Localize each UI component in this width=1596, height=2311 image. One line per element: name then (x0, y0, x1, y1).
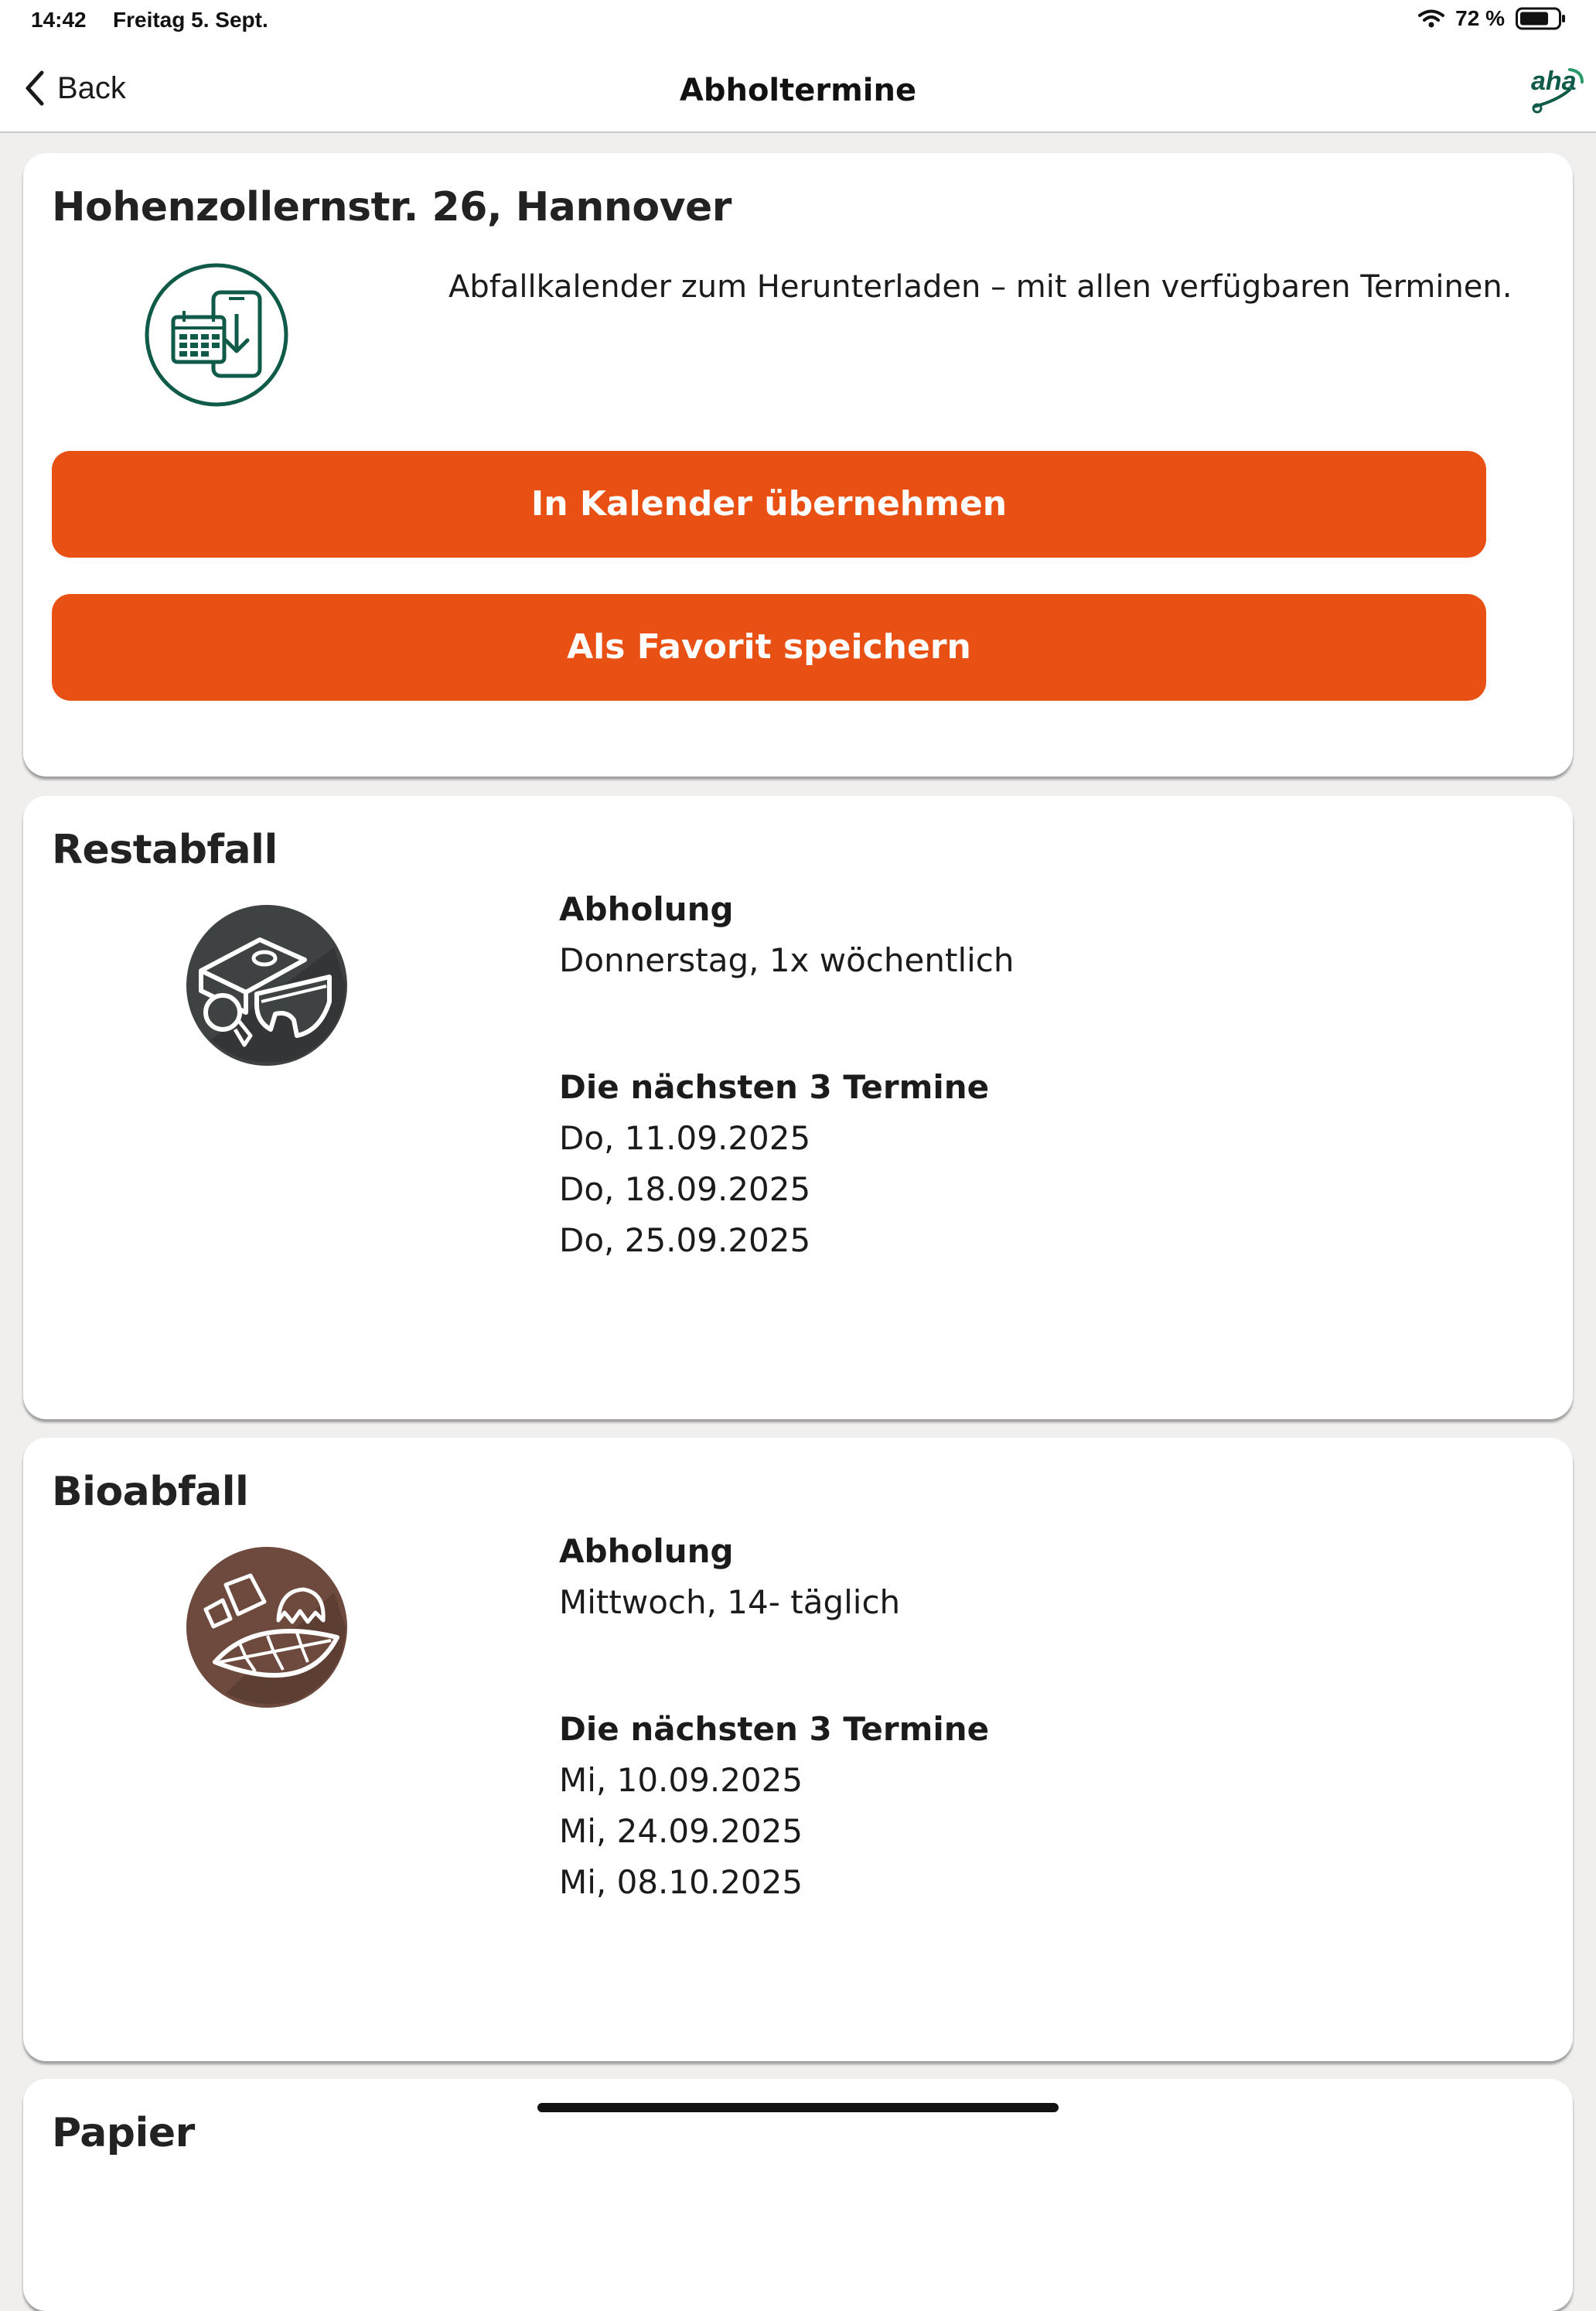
calendar-download-icon[interactable] (139, 263, 294, 407)
address-title: Hohenzollernstr. 26, Hannover (52, 184, 732, 230)
restabfall-icon (179, 904, 354, 1067)
date-item: Do, 18.09.2025 (559, 1170, 811, 1208)
aha-logo (1526, 59, 1585, 116)
pickup-value: Donnerstag, 1x wöchentlich (559, 941, 1015, 979)
date-item: Mi, 24.09.2025 (559, 1812, 803, 1850)
date-item: Do, 25.09.2025 (559, 1221, 811, 1259)
download-description: Abfallkalender zum Herunterladen – mit allen verfügbaren Terminen. (448, 269, 1512, 305)
next-dates-label: Die nächsten 3 Termine (559, 1710, 990, 1748)
waste-card-bioabfall (23, 1438, 1573, 2061)
bioabfall-icon (179, 1546, 354, 1709)
battery-percent: 72 % (1455, 6, 1505, 30)
date-item: Mi, 08.10.2025 (559, 1863, 803, 1901)
status-time: 14:42 (31, 8, 87, 32)
waste-type-title: Bioabfall (52, 1469, 249, 1515)
navigation-bar (0, 43, 1596, 133)
add-to-calendar-button[interactable]: In Kalender übernehmen (52, 451, 1486, 558)
next-dates-label: Die nächsten 3 Termine (559, 1068, 990, 1106)
home-indicator[interactable] (537, 2103, 1059, 2112)
save-favorite-button[interactable]: Als Favorit speichern (52, 594, 1486, 701)
waste-card-restabfall (23, 796, 1573, 1419)
address-card (23, 153, 1573, 777)
battery-icon (1516, 7, 1567, 30)
waste-type-title: Papier (52, 2110, 195, 2156)
wifi-icon (1418, 9, 1444, 28)
date-item: Mi, 10.09.2025 (559, 1761, 803, 1799)
pickup-label: Abholung (559, 890, 734, 928)
page-title: Abholtermine (679, 73, 917, 108)
waste-info (559, 1526, 989, 1908)
waste-type-title: Restabfall (52, 827, 278, 873)
aha-logo-text: aha (1531, 67, 1577, 96)
waste-info (559, 884, 1015, 1266)
back-label: Back (57, 70, 126, 105)
status-bar (0, 0, 1596, 43)
pickup-value: Mittwoch, 14- täglich (559, 1583, 901, 1621)
status-right (1418, 6, 1567, 31)
status-date: Freitag 5. Sept. (113, 8, 268, 32)
pickup-label: Abholung (559, 1532, 734, 1570)
waste-card-papier (23, 2079, 1573, 2311)
date-item: Do, 11.09.2025 (559, 1119, 811, 1157)
